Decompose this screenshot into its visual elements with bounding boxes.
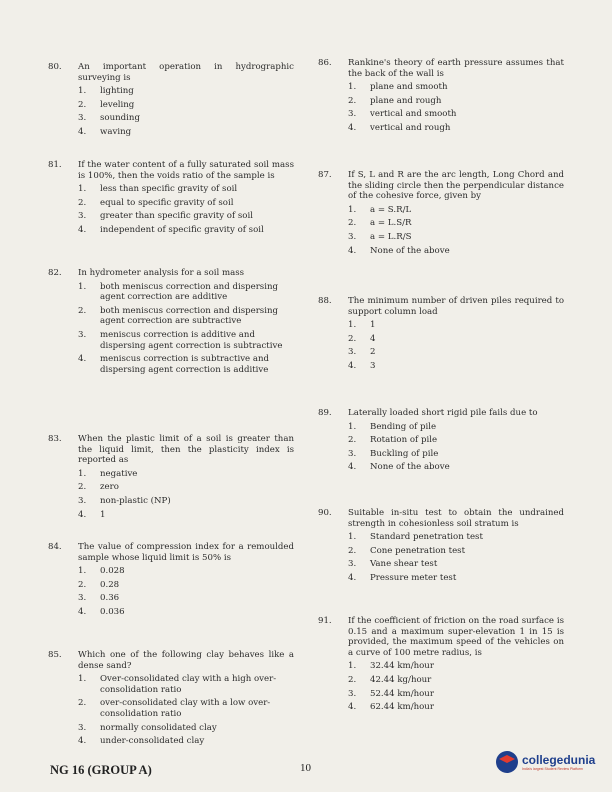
option: 2. leveling (78, 99, 135, 110)
option: 1. negative (78, 468, 138, 479)
option: 4. waving (78, 126, 132, 137)
question-number: 87. (318, 170, 332, 180)
option: 1. Over-consolidated clay with a high over-consolidation ratio (78, 674, 277, 695)
question-86 (318, 58, 564, 137)
option: 4. 0.036 (78, 606, 125, 617)
question-number: 91. (318, 616, 332, 626)
question-80 (48, 62, 294, 141)
question-text: The minimum number of driven piles required to support column load (348, 296, 564, 317)
question-81 (48, 160, 294, 239)
option: 3. 2 (348, 347, 376, 358)
options-list (348, 82, 564, 133)
question-text: Laterally loaded short rigid pile fails due to (348, 408, 538, 418)
question-87 (318, 170, 564, 259)
question-number: 80. (48, 62, 62, 72)
option: 3. Buckling of pile (348, 448, 439, 459)
option: 3. sounding (78, 113, 140, 124)
option: 2. plane and rough (348, 95, 442, 106)
option: 4. None of the above (348, 245, 450, 256)
question-number: 84. (48, 542, 62, 552)
options-list (78, 674, 294, 747)
option: 3. vertical and smooth (348, 109, 457, 120)
question-text: When the plastic limit of a soil is greater than the liquid limit, then the plasticity index is reported as (78, 434, 294, 466)
options-list (78, 282, 294, 376)
question-text: Suitable in-situ test to obtain the undrained strength in cohesionless soil stratum is (348, 508, 564, 529)
option: 4. independent of specific gravity of soil (78, 224, 264, 235)
question-number: 90. (318, 508, 332, 518)
option: 4. vertical and rough (348, 122, 451, 133)
question-90 (318, 508, 564, 587)
option: 3. Vane shear test (348, 559, 438, 570)
question-text: The value of compression index for a remoulded sample whose liquid limit is 50% is (78, 542, 294, 563)
option: 1. lighting (78, 86, 134, 97)
option: 3. greater than specific gravity of soil (78, 211, 253, 222)
question-88 (318, 296, 564, 375)
question-number: 82. (48, 268, 62, 278)
question-text: If the coefficient of friction on the road surface is 0.15 and a maximum super-elevation 1 in 15 is provided, the maximum speed of the vehicles on a curve of 100 metre radius, is (348, 616, 564, 658)
question-number: 85. (48, 650, 62, 660)
question-number: 81. (48, 160, 62, 170)
option: 4. under-consolidated clay (78, 736, 205, 747)
option: 2. both meniscus correction and dispersing agent correction are subtractive (78, 305, 278, 327)
question-number: 83. (48, 434, 62, 444)
option: 1. Standard penetration test (348, 532, 483, 543)
option: 1. less than specific gravity of soil (78, 184, 238, 195)
question-text: An important operation in hydrographic surveying is (78, 62, 294, 83)
option: 1. 32.44 km/hour (348, 661, 434, 672)
option: 2. Cone penetration test (348, 545, 466, 556)
watermark-logo (496, 742, 612, 782)
question-text: Rankine's theory of earth pressure assumes that the back of the wall is (348, 58, 564, 79)
collegedunia-logo-icon (496, 751, 518, 773)
option: 1. Bending of pile (348, 421, 437, 432)
option: 1. 1 (348, 320, 376, 331)
option: 3. 52.44 km/hour (348, 688, 434, 699)
question-text: If the water content of a fully saturated soil mass is 100%, then the voids ratio of the sample is (78, 160, 294, 181)
question-number: 86. (318, 58, 332, 68)
question-84 (48, 542, 294, 621)
option: 1. both meniscus correction and dispersing agent correction are additive (78, 281, 278, 303)
option: 4. meniscus correction is subtractive and dispersing agent correction is additive (78, 354, 270, 375)
options-list (78, 86, 294, 137)
option: 3. non-plastic (NP) (78, 495, 171, 506)
option: 3. a = L.R/S (348, 231, 412, 242)
question-83 (48, 434, 294, 523)
options-list (78, 566, 294, 617)
options-list (348, 320, 564, 371)
options-list (348, 205, 564, 256)
watermark-tagline: India's largest Student Review Platform (522, 767, 583, 771)
option: 2. 4 (348, 333, 376, 344)
option: 4. 3 (348, 360, 376, 371)
watermark-name: collegedunia (522, 753, 596, 767)
option: 2. Rotation of pile (348, 435, 438, 446)
question-85 (48, 650, 294, 750)
page-number: 10 (300, 762, 311, 774)
option: 4. Pressure meter test (348, 572, 457, 583)
option: 3. meniscus correction is additive and dispersing agent correction is subtractive (78, 329, 283, 351)
option: 2. equal to specific gravity of soil (78, 197, 234, 208)
question-number: 88. (318, 296, 332, 306)
options-list (78, 184, 294, 235)
question-text: If S, L and R are the arc length, Long Chord and the sliding circle then the perpendicular distance of the cohesive force, given by (348, 170, 564, 202)
options-list (78, 469, 294, 520)
option: 2. 42.44 kg/hour (348, 674, 432, 685)
options-list (348, 661, 564, 712)
option: 2. over-consolidated clay with a low over-consolidation ratio (78, 698, 271, 719)
option: 1. a = S.R/L (348, 204, 412, 215)
option: 4. None of the above (348, 462, 450, 473)
option: 1. 0.028 (78, 566, 125, 577)
question-91 (318, 616, 564, 716)
option: 2. a = L.S/R (348, 218, 412, 229)
options-list (348, 532, 564, 583)
option: 2. 0.28 (78, 579, 120, 590)
question-89 (318, 408, 564, 476)
question-number: 89. (318, 408, 332, 418)
question-text: Which one of the following clay behaves like a dense sand? (78, 650, 294, 671)
option: 4. 62.44 km/hour (348, 702, 434, 713)
option: 3. 0.36 (78, 593, 120, 604)
options-list (348, 422, 564, 473)
footer-title: NG 16 (GROUP A) (50, 763, 152, 777)
option: 3. normally consolidated clay (78, 722, 217, 733)
option: 1. plane and smooth (348, 82, 448, 93)
question-text: In hydrometer analysis for a soil mass (78, 268, 245, 278)
question-82 (48, 268, 294, 378)
option: 4. 1 (78, 509, 106, 520)
option: 2. zero (78, 482, 119, 493)
